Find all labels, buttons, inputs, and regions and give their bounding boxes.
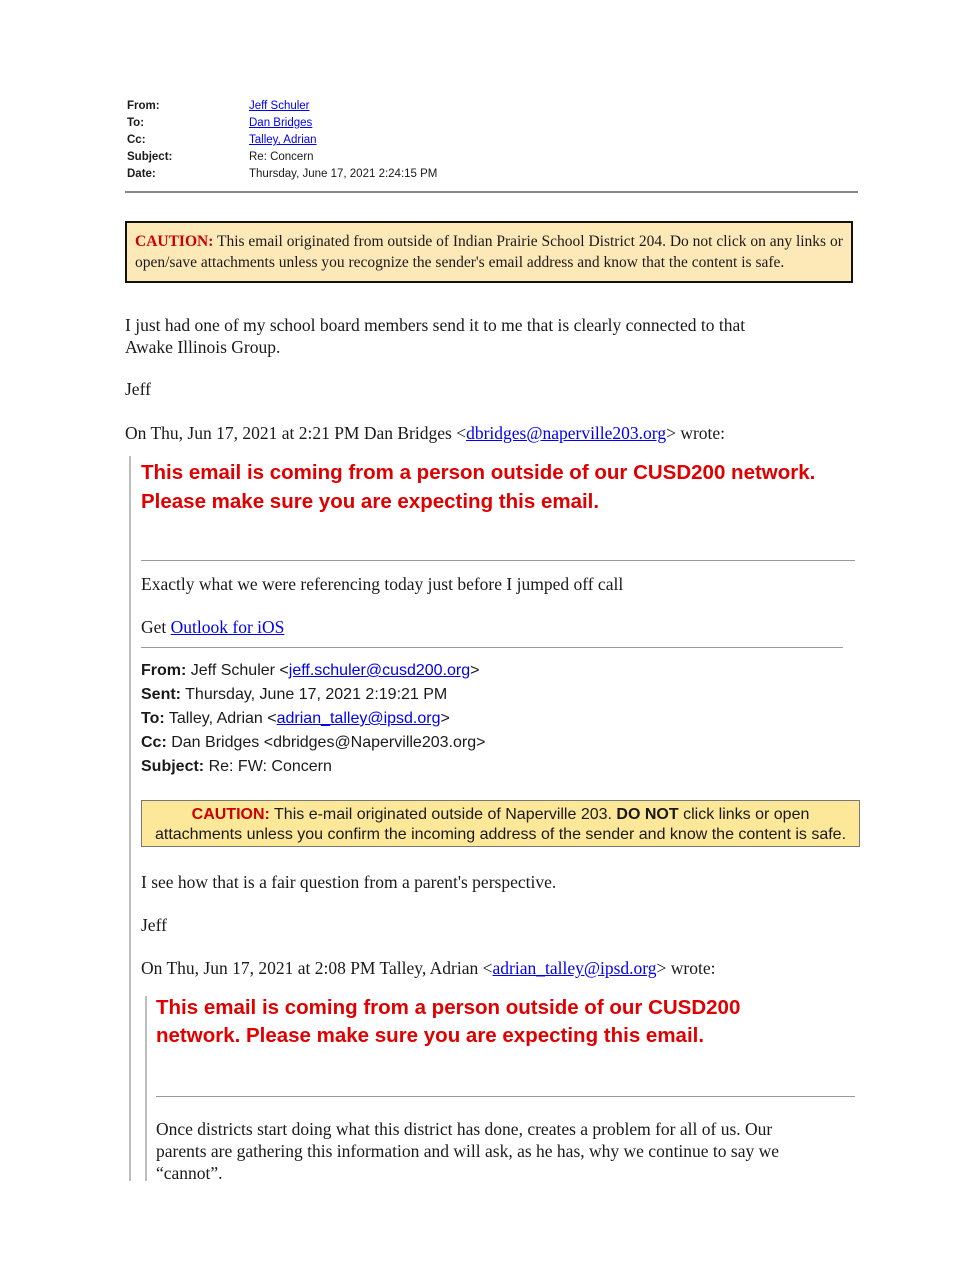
to-value: Talley, Adrian <	[164, 710, 277, 727]
body-paragraph-1	[125, 314, 745, 358]
body-line: I just had one of my school board members send it to me that is clearly connected to that	[125, 315, 746, 335]
warning-line: This email is coming from a person outside of our CUSD200	[156, 996, 741, 1019]
body-paragraph-4	[156, 1118, 779, 1184]
cc-label: Cc:	[141, 734, 167, 751]
quote-bar-nested	[145, 996, 147, 1181]
sent-label: Sent:	[141, 686, 181, 703]
cc-link[interactable]: Talley, Adrian	[249, 134, 317, 146]
caution-text: click links or open	[678, 806, 810, 823]
warning-line: This email is coming from a person outside of our CUSD200 network.	[141, 461, 816, 484]
body-line: Awake Illinois Group.	[125, 337, 281, 357]
sent-value: Thursday, June 17, 2021 2:19:21 PM	[181, 686, 448, 703]
body-line: “cannot”.	[156, 1163, 223, 1183]
caution-label: CAUTION:	[191, 806, 270, 823]
signature: Jeff	[141, 915, 167, 935]
subject-value: Re: Concern	[249, 151, 314, 163]
email-header	[127, 98, 437, 183]
to-link[interactable]: Dan Bridges	[249, 117, 313, 129]
cc-value: Dan Bridges <dbridges@Naperville203.org>	[166, 734, 486, 751]
subject-label: Subject:	[127, 151, 173, 163]
from-value: >	[470, 662, 480, 679]
from-label: From:	[127, 100, 160, 112]
to-email-link[interactable]: adrian_talley@ipsd.org	[276, 710, 441, 727]
quote-bar	[129, 456, 131, 1181]
email-link[interactable]: adrian_talley@ipsd.org	[492, 958, 657, 978]
caution-text: This e-mail originated outside of Naperville 203.	[269, 806, 617, 823]
divider	[141, 560, 855, 561]
from-label: From:	[141, 662, 187, 679]
date-value: Thursday, June 17, 2021 2:24:15 PM	[249, 168, 438, 180]
body-line: parents are gathering this information and will ask, as he has, why we continue to say we	[156, 1141, 780, 1161]
warning-line: Please make sure you are expecting this email.	[141, 490, 600, 513]
to-value: >	[440, 710, 450, 727]
message-line: Exactly what we were referencing today just before I jumped off call	[141, 574, 624, 594]
caution-banner-top	[125, 221, 853, 283]
external-warning-2	[156, 994, 740, 1050]
from-value: Jeff Schuler <	[186, 662, 289, 679]
caution-label: CAUTION:	[135, 233, 214, 250]
forwarded-header	[141, 659, 485, 779]
signature: Jeff	[125, 379, 151, 399]
caution-text: This email originated from outside of Indian Prairie School District 204. Do not click on any links or open/save attachments unless you recognize the sender's email address and know that the content is safe.	[135, 233, 843, 271]
subject-value: Re: FW: Concern	[204, 758, 332, 775]
outlook-link[interactable]: Outlook for iOS	[170, 617, 285, 637]
date-label: Date:	[127, 168, 156, 180]
to-label: To:	[127, 117, 145, 129]
caution-text: attachments unless you confirm the incoming address of the sender and know the content is safe.	[154, 826, 847, 843]
attribution-text: On Thu, Jun 17, 2021 at 2:21 PM Dan Bridges <	[125, 423, 467, 443]
from-email-link[interactable]: jeff.schuler@cusd200.org	[288, 662, 471, 679]
cc-label: Cc:	[127, 134, 146, 146]
warning-line: network. Please make sure you are expecting this email.	[156, 1024, 705, 1047]
body-line: Once districts start doing what this district has done, creates a problem for all of us. Our	[156, 1119, 773, 1139]
from-link[interactable]: Jeff Schuler	[249, 100, 310, 112]
get-text: Get	[141, 617, 171, 637]
divider	[141, 647, 843, 648]
quote-attribution	[141, 957, 716, 979]
to-label: To:	[141, 710, 165, 727]
quote-attribution	[125, 422, 725, 444]
caution-banner-mid	[141, 800, 860, 847]
outlook-signature	[141, 616, 284, 638]
message-line: I see how that is a fair question from a parent's perspective.	[141, 872, 557, 892]
divider	[156, 1096, 855, 1097]
external-warning-1	[141, 458, 815, 516]
caution-bold: DO NOT	[616, 806, 679, 823]
attribution-text: > wrote:	[656, 958, 716, 978]
email-link[interactable]: dbridges@naperville203.org	[466, 423, 667, 443]
subject-label: Subject:	[141, 758, 205, 775]
attribution-text: > wrote:	[666, 423, 726, 443]
attribution-text: On Thu, Jun 17, 2021 at 2:08 PM Talley, Adrian <	[141, 958, 493, 978]
header-divider	[125, 191, 858, 193]
